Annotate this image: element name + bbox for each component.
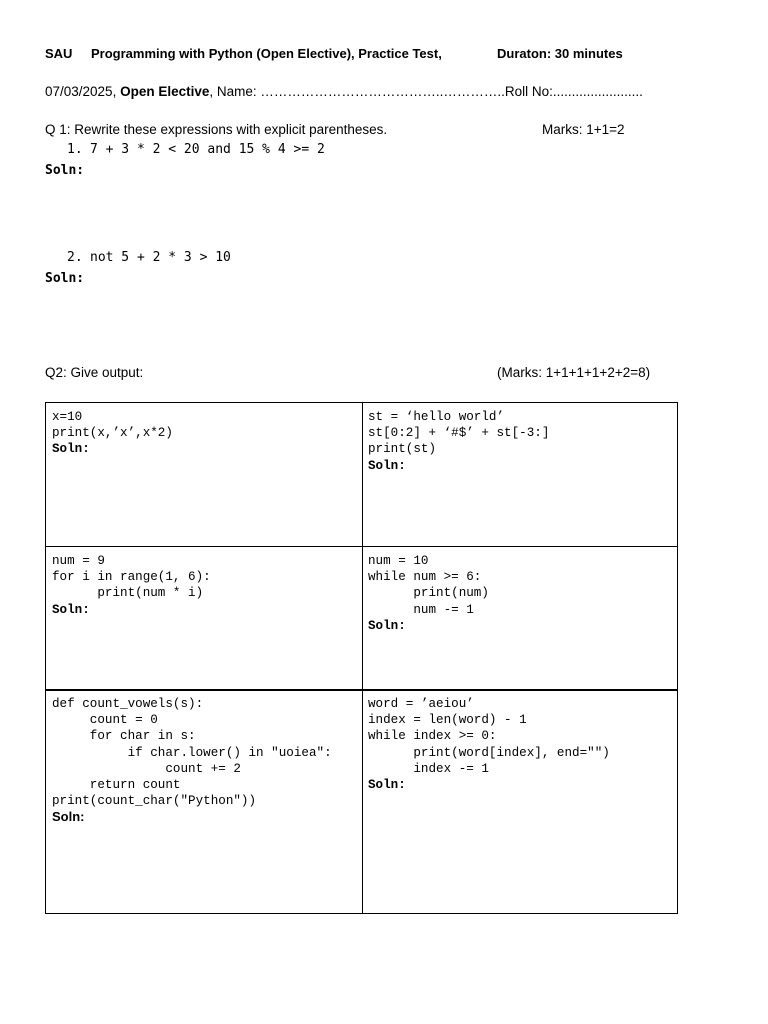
date-text: 07/03/2025,	[45, 84, 121, 99]
q2-question-table	[45, 402, 678, 914]
table-row-divider-1	[46, 546, 677, 547]
q2-cell-1-soln: Soln:	[52, 442, 90, 457]
q2-cell-4-soln: Soln:	[368, 618, 406, 633]
q2-cell-6	[368, 696, 610, 793]
q2-cell-6-code: word = ’aeiou’ index = len(word) - 1 while index >= 0: print(word[index], end="") index -= 1	[368, 697, 610, 776]
q2-cell-3-code: num = 9 for i in range(1, 6): print(num * i)	[52, 554, 211, 601]
q2-cell-4-code: num = 10 while num >= 6: print(num) num -= 1	[368, 554, 489, 617]
table-column-divider	[362, 403, 363, 913]
q1-item-2-soln: Soln:	[45, 271, 85, 286]
q1-item-1-soln: Soln:	[45, 163, 85, 178]
q2-cell-3-soln: Soln:	[52, 602, 90, 617]
q2-marks: (Marks: 1+1+1+1+2+2=8)	[497, 365, 651, 380]
q1-item-2-expression: not 5 + 2 * 3 > 10	[90, 250, 231, 265]
q2-cell-2	[368, 409, 549, 474]
q2-cell-5	[52, 696, 332, 825]
q2-cell-1	[52, 409, 173, 458]
table-row-divider-2	[46, 689, 677, 691]
course-title: Programming with Python (Open Elective), Practice Test,	[91, 46, 442, 61]
q2-cell-4	[368, 553, 489, 634]
q1-marks: Marks: 1+1=2	[542, 122, 625, 137]
q1-item-1-number: 1.	[67, 142, 83, 157]
q2-cell-3	[52, 553, 211, 618]
q1-item-2-number: 2.	[67, 250, 83, 265]
q2-cell-5-soln: Soln:	[52, 809, 85, 825]
q1-item-1-expression: 7 + 3 * 2 < 20 and 15 % 4 >= 2	[90, 142, 325, 157]
info-line	[45, 84, 643, 99]
q2-cell-2-soln: Soln:	[368, 458, 406, 473]
elective-text: Open Elective	[120, 84, 210, 99]
institution-label: SAU	[45, 46, 73, 61]
q2-cell-1-code: x=10 print(x,’x’,x*2)	[52, 410, 173, 441]
q1-title: Q 1: Rewrite these expressions with explicit parentheses.	[45, 122, 388, 137]
q2-title: Q2: Give output:	[45, 365, 144, 380]
name-roll-field: , Name: …………………………………..…………..Roll No:........................	[209, 84, 643, 99]
q2-cell-2-code: st = ‘hello world’ st[0:2] + ‘#$’ + st[-3:] print(st)	[368, 410, 550, 457]
q2-cell-6-soln: Soln:	[368, 778, 406, 793]
duration-label: Duraton: 30 minutes	[497, 46, 623, 61]
q2-cell-5-code: def count_vowels(s): count = 0 for char in s: if char.lower() in "uoiea": count += 2 return count print(count_char("Python"))	[52, 697, 332, 809]
